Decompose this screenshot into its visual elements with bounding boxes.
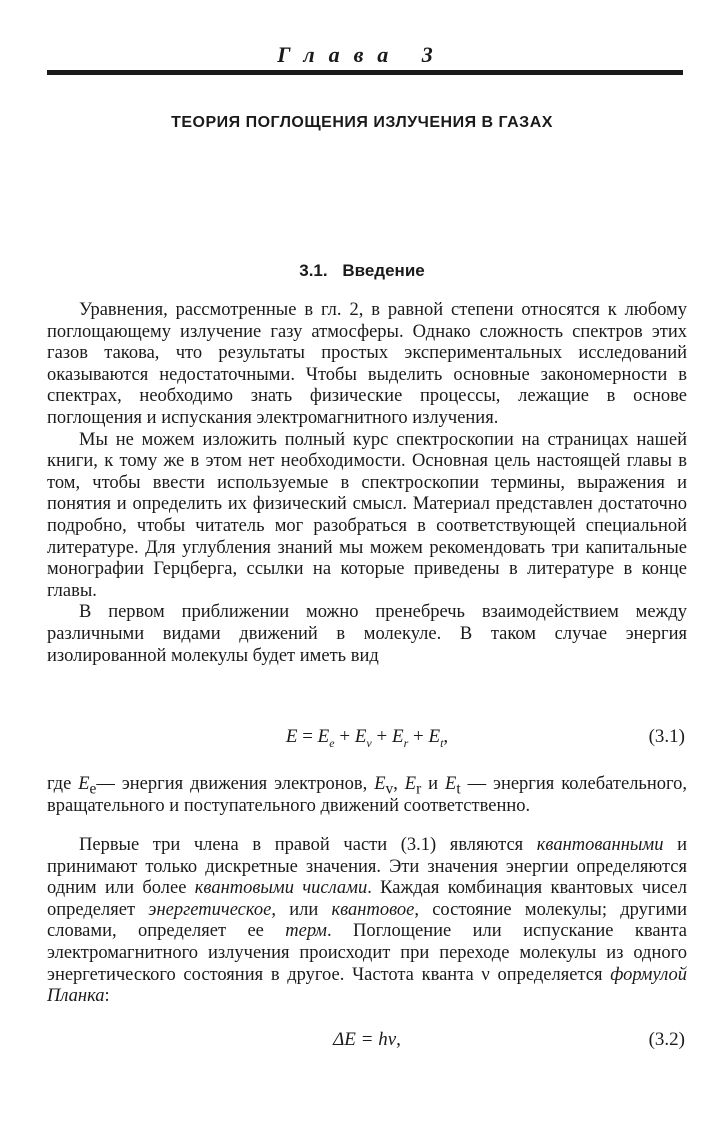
equation-number-3-1: (3.1) xyxy=(648,726,685,747)
equation-number-3-2: (3.2) xyxy=(648,1029,685,1050)
eq1-term-e: E xyxy=(317,726,330,747)
equation-3-2-body: ΔE = hν, xyxy=(333,1029,401,1050)
section-number: 3.1. xyxy=(299,261,328,280)
eq1-sub-e: e xyxy=(329,735,335,750)
eq1-lhs: E xyxy=(285,726,298,747)
equation-3-1 xyxy=(47,723,687,751)
p5-term-quantum: квантовое xyxy=(331,899,415,920)
eq1-plus-1: + xyxy=(334,726,355,747)
paragraph-5 xyxy=(47,835,687,1008)
p5-term-planck-formula: формулой Планка xyxy=(47,964,687,1007)
eq1-equals: = xyxy=(297,726,318,747)
eq1-term-t: E xyxy=(428,726,441,747)
p5-text-6: . Поглощение или испускание кванта электромагнитного излучения происходит при переходе молекулы из одного энергетического состояния в другое. Частота кванта ν определяется xyxy=(47,921,687,985)
eq1-sub-t: t xyxy=(440,735,444,750)
p4-sub-v: v xyxy=(385,780,394,798)
p4-text-1: где xyxy=(47,774,79,794)
paragraph-2: Мы не можем изложить полный курс спектроскопии на страницах нашей книги, к тому же в этом нет необходимости. Основная цель настоящей главы в том, чтобы ввести используемые в спектроскопии термины, выражения и понятия и определить их физический смысл. Материал представлен достаточно подробно, чтобы читатель мог разобраться в соответствующей специальной литературе. Для углубления знаний мы можем рекомендовать три капитальные монографии Герцберга, ссылки на которые приведены в литературе в конце главы. xyxy=(47,429,687,601)
text-block-definitions xyxy=(47,774,687,817)
p5-text-2: и принимают только дискретные значения. Эти значения энергии определяются одним или более xyxy=(47,835,687,899)
eq1-plus-2: + xyxy=(371,726,392,747)
p5-term-term: терм xyxy=(285,921,327,942)
p4-text-2: — энергия движения электронов, xyxy=(96,774,375,794)
section-heading xyxy=(0,259,724,283)
paragraph-1: Уравнения, рассмотренные в гл. 2, в равной степени относятся к любому поглощающему излучение газу атмосферы. Однако сложность спектров этих газов такова, что результаты простых экспериментальных исследований оказываются недостаточными. Чтобы выделить основные закономерности в спектрах, необходимо знать физические процессы, лежащие в основе поглощения и испускания электромагнитного излучения. xyxy=(47,300,687,428)
section-title: Введение xyxy=(342,261,425,280)
p5-term-energetic: энергетическое xyxy=(148,899,272,920)
p4-sub-t: t xyxy=(456,780,461,798)
equation-3-1-body xyxy=(47,723,687,751)
eq1-sub-r: r xyxy=(403,735,409,750)
text-block-quantization xyxy=(47,835,687,1008)
chapter-title: ТЕОРИЯ ПОГЛОЩЕНИЯ ИЗЛУЧЕНИЯ В ГАЗАХ xyxy=(171,114,553,131)
p4-sub-e: e xyxy=(89,780,97,798)
p5-term-quantum-numbers: квантовыми числами xyxy=(194,878,368,899)
p5-text-5: , состояние молекулы; другими словами, определяет ее xyxy=(47,899,687,942)
eq1-sub-v: v xyxy=(366,735,372,750)
eq1-comma: , xyxy=(443,726,449,747)
equation-3-2 xyxy=(47,1026,687,1054)
eq1-term-r: E xyxy=(391,726,404,747)
p5-term-quantized: квантованными xyxy=(536,835,664,855)
p4-text-3: , xyxy=(393,774,405,794)
eq1-term-v: E xyxy=(354,726,367,747)
p4-symbol-t: E xyxy=(445,774,457,794)
p5-text-1: Первые три члена в правой части (3.1) являются xyxy=(79,835,537,855)
p4-symbol-v: E xyxy=(374,774,386,794)
p4-sub-r: r xyxy=(416,780,422,798)
p4-symbol-e: E xyxy=(78,774,90,794)
p4-text-4: и xyxy=(421,774,446,794)
p4-symbol-r: E xyxy=(404,774,417,794)
p4-text-5: — энергия колебательного, вращательного и поступательного движений соответственно. xyxy=(47,774,688,816)
p5-text-4: , или xyxy=(271,899,332,920)
text-block-intro xyxy=(47,300,687,667)
p5-text-3: . Каждая комбинация квантовых чисел определяет xyxy=(47,878,687,920)
chapter-divider-rule xyxy=(47,70,683,75)
p5-text-7: : xyxy=(104,986,110,1007)
paragraph-4 xyxy=(47,774,687,817)
paragraph-3: В первом приближении можно пренебречь взаимодействием между различными видами движений в молекуле. В таком случае энергия изолированной молекулы будет иметь вид xyxy=(47,602,687,666)
chapter-label: Глава 3 xyxy=(277,42,447,67)
eq1-plus-3: + xyxy=(408,726,429,747)
